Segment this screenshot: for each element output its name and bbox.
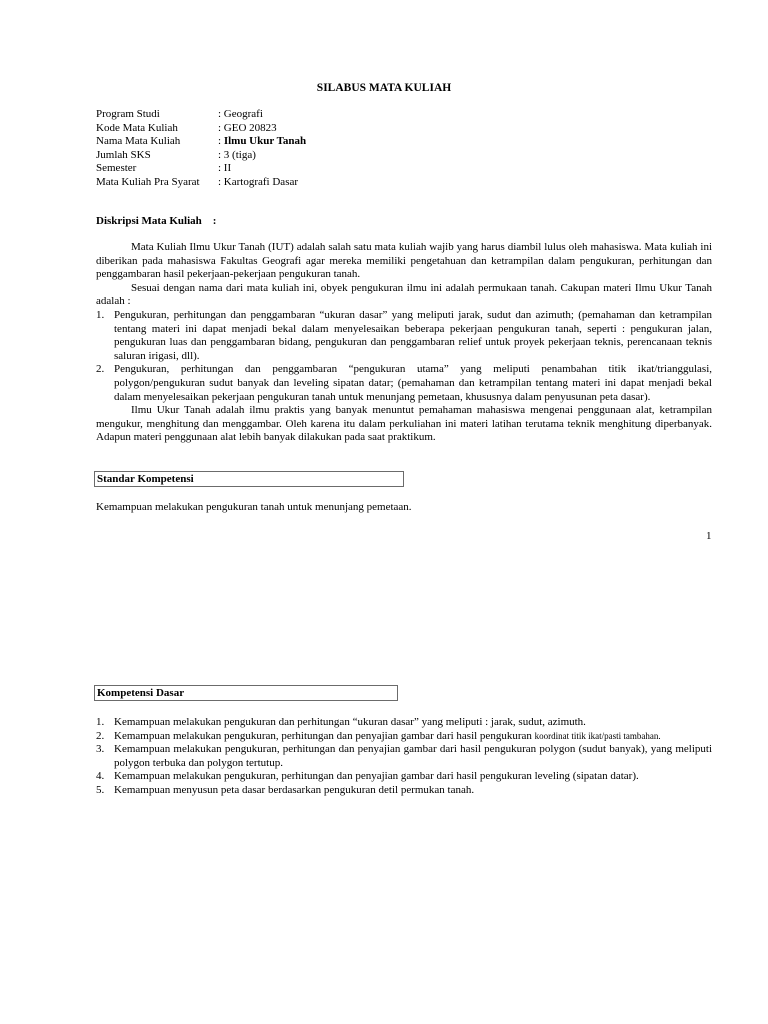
- course-name: Ilmu Ukur Tanah: [223, 135, 307, 148]
- list-text: Kemampuan melakukan pengukuran, perhitungan dan penyajian gambar dari hasil pengukuran leveling (sipatan datar).: [114, 770, 639, 783]
- list-number: 1.: [96, 308, 105, 321]
- kompetensi-dasar-list: [96, 716, 712, 798]
- list-number: 4.: [96, 770, 105, 783]
- document-title: SILABUS MATA KULIAH: [316, 82, 452, 94]
- info-value: : Kartografi Dasar: [218, 175, 299, 188]
- list-text: Pengukuran, perhitungan dan penggambaran “pengukuran utama” yang meliputi penambahan titik ikat/trianggulasi, polygon/pengukuran sudut banyak dan leveling sipatan datar; (pemahaman dan ketrampilan tentang materi ini dapat menjadi bekal dalam menyelesaikan pekerjaan pengukuran tanah untuk menunjang pemetaan, khususnya dalam penyusunan peta dasar).: [114, 363, 712, 403]
- list-text: Kemampuan menyusun peta dasar berdasarkan pengukuran detil permukan tanah.: [114, 783, 475, 796]
- course-info-table: [96, 108, 306, 190]
- page-number: 1: [706, 530, 712, 542]
- list-text: Pengukuran, perhitungan dan penggambaran “ukuran dasar” yang meliputi jarak, sudut dan azimuth; (pemahaman dan ketrampilan tentang materi ini dapat menjadi bekal dalam menyelesaikan beberapa pekerjaan pengukuran tanah, seperti : pengukuran jalan, pengukuran luas dan penggambaran bidang, pengukuran dan penggambaran relief untuk proyek pekerjaan teknis, perencanaan teknis saluran irigasi, dll).: [114, 308, 712, 362]
- description-heading: Diskripsi Mata Kuliah :: [96, 215, 217, 227]
- info-value: : 3 (tiga): [218, 148, 256, 161]
- info-label: Mata Kuliah Pra Syarat: [96, 175, 200, 188]
- list-text: [114, 730, 712, 744]
- info-row-semester: [96, 162, 306, 176]
- list-number: 2.: [96, 729, 105, 742]
- info-label: Jumlah SKS: [96, 148, 151, 161]
- info-value: : GEO 20823: [218, 121, 277, 134]
- standar-kompetensi-heading: Standar Kompetensi: [94, 471, 404, 487]
- kompetensi-dasar-heading: Kompetensi Dasar: [94, 685, 398, 701]
- standar-kompetensi-text: Kemampuan melakukan pengukuran tanah untuk menunjang pemetaan.: [96, 501, 412, 513]
- list-item: [96, 770, 712, 784]
- list-text-small: koordinat titik ikat/pasti tambahan.: [534, 730, 661, 741]
- info-row-program-studi: [96, 108, 306, 122]
- info-label: Semester: [96, 162, 137, 175]
- info-label: Nama Mata Kuliah: [96, 135, 181, 148]
- info-value: [218, 135, 306, 149]
- list-text: Kemampuan melakukan pengukuran dan perhitungan “ukuran dasar” yang meliputi : jarak, sudut, azimuth.: [114, 716, 586, 728]
- info-row-sks: [96, 149, 306, 163]
- info-label: Kode Mata Kuliah: [96, 121, 178, 134]
- list-number: 2.: [96, 363, 105, 376]
- description-body: [96, 241, 712, 445]
- list-item: [96, 730, 712, 744]
- list-text-main: Kemampuan melakukan pengukuran, perhitungan dan penyajian gambar dari hasil pengukuran: [114, 729, 535, 742]
- info-row-nama: [96, 135, 306, 149]
- info-value: : Geografi: [218, 108, 263, 120]
- list-text: Kemampuan melakukan pengukuran, perhitungan dan penyajian gambar dari hasil pengukuran polygon (sudut banyak), yang meliputi polygon terbuka dan polygon tertutup.: [114, 743, 712, 769]
- info-colon: :: [218, 135, 224, 148]
- description-paragraph: Sesuai dengan nama dari mata kuliah ini, obyek pengukuran ilmu ini adalah permukaan tanah. Cakupan materi Ilmu Ukur Tanah adalah :: [96, 281, 712, 308]
- list-item: [96, 309, 712, 363]
- info-value: : II: [218, 162, 232, 175]
- list-item: [96, 363, 712, 404]
- description-paragraph: Mata Kuliah Ilmu Ukur Tanah (IUT) adalah salah satu mata kuliah wajib yang harus diambil lulus oleh mahasiswa. Mata kuliah ini diberikan pada mahasiswa Fakultas Geografi agar mereka memiliki pengetahuan dan ketrampilan dalam pengukuran, perhitungan dan penggambaran hasil pekerjaan-pekerjaan pengukuran tanah.: [96, 241, 712, 281]
- info-row-prasyarat: [96, 176, 306, 190]
- list-item: [96, 743, 712, 770]
- list-item: [96, 784, 712, 798]
- info-label: Program Studi: [96, 108, 160, 120]
- list-number: 3.: [96, 743, 105, 756]
- info-row-kode: [96, 122, 306, 136]
- description-paragraph: Ilmu Ukur Tanah adalah ilmu praktis yang banyak menuntut pemahaman mahasiswa mengenai penggunaan alat, ketrampilan mengukur, menghitung dan menggambar. Oleh karena itu dalam perkuliahan ini materi latihan terutama teknik menghitung diperbanyak. Adapun materi penggunaan alat lebih banyak dilakukan pada saat praktikum.: [96, 404, 712, 444]
- list-number: 1.: [96, 716, 105, 728]
- list-item: [96, 716, 712, 730]
- list-number: 5.: [96, 783, 105, 796]
